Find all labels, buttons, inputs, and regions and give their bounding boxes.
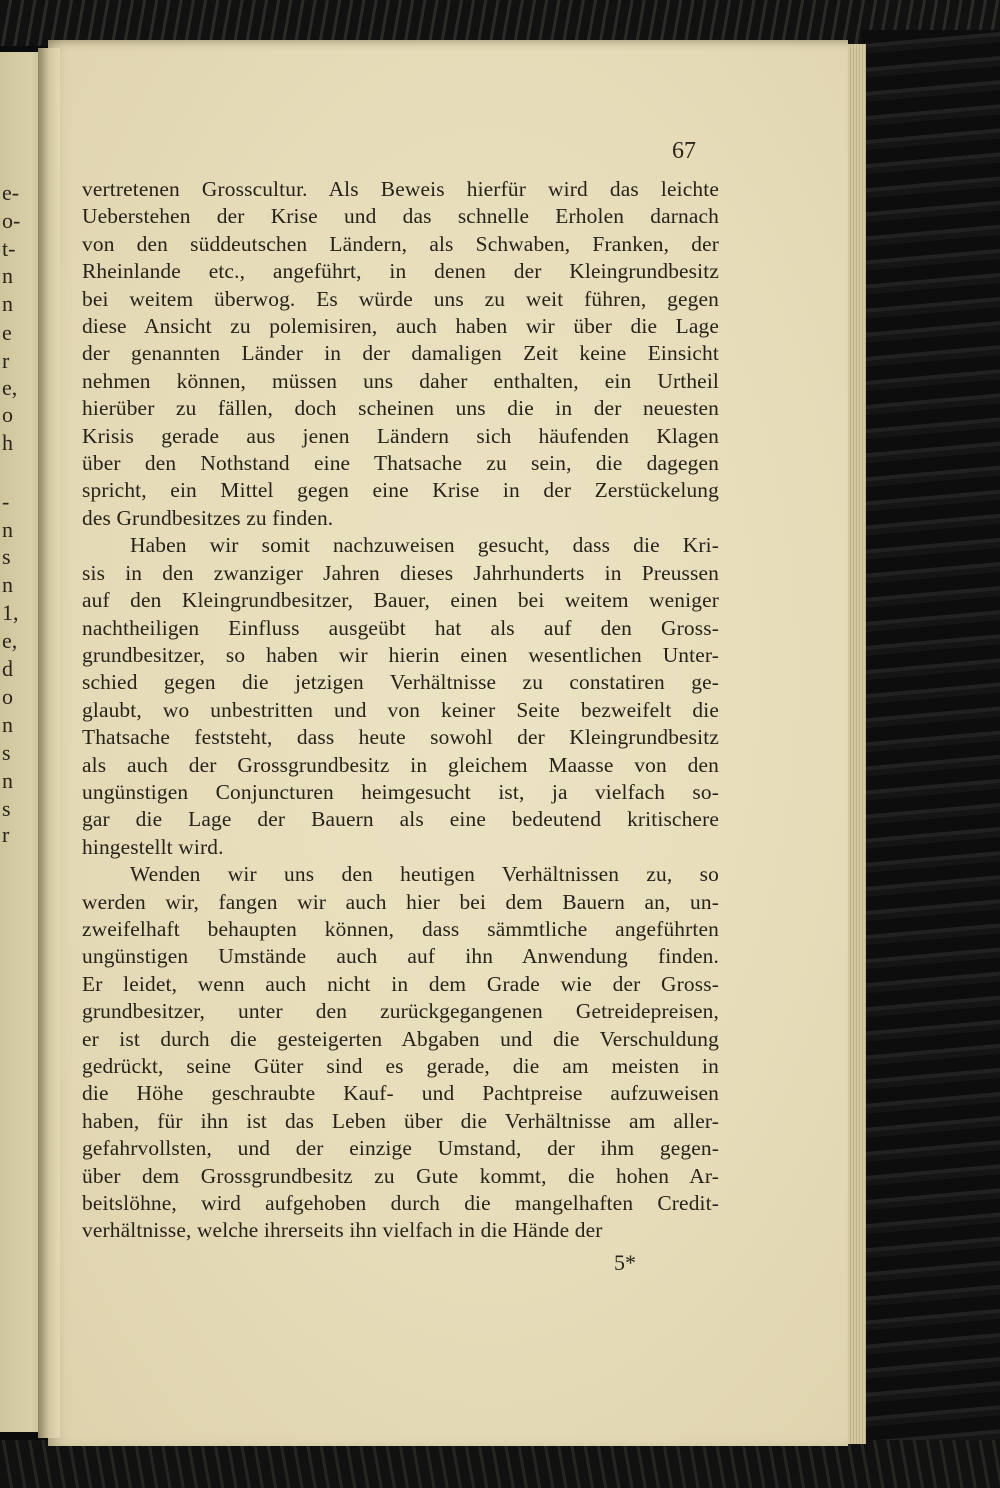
text-line: nachtheiligen Einfluss ausgeübt hat als auf den Gross- (82, 615, 719, 640)
left-page-fragment: o- (2, 208, 20, 233)
text-line: Rheinlande etc., angeführt, in denen der Kleingrundbesitz (82, 259, 719, 284)
text-line: Haben wir somit nachzuweisen gesucht, dass die Kri- (130, 533, 719, 558)
left-page-fragment: h (2, 430, 13, 455)
left-page-fragment: n (2, 263, 13, 288)
book-bottom-edge (0, 1440, 1000, 1488)
text-line: des Grundbesitzes zu finden. (82, 505, 334, 530)
paragraph (82, 532, 719, 861)
left-page-fragment: r (2, 822, 10, 847)
left-page-fragment: s (2, 544, 11, 569)
book-right-edge (862, 30, 1000, 1460)
text-line: Ueberstehen der Krise und das schnelle Erholen darnach (82, 204, 719, 229)
left-page-fragment: e, (2, 628, 18, 653)
text-line: beitslöhne, wird aufgehoben durch die mangelhaften Credit- (82, 1191, 719, 1216)
text-line: die Höhe geschraubte Kauf- und Pachtpreise aufzuweisen (82, 1081, 719, 1106)
left-page-fragment: s (2, 796, 11, 821)
book-gutter (38, 48, 60, 1438)
left-page-fragment: e (2, 320, 12, 345)
text-line: schied gegen die jetzigen Verhältnisse zu constatiren ge- (82, 670, 719, 695)
text-line: der genannten Länder in der damaligen Zeit keine Einsicht (82, 341, 719, 366)
paragraph (82, 176, 719, 532)
text-line: hierüber zu fällen, doch scheinen uns die in der neuesten (82, 396, 719, 421)
left-page-fragment: e- (2, 180, 20, 205)
left-page-fragment: n (2, 572, 13, 597)
text-line: gar die Lage der Bauern als eine bedeutend kritischere (82, 807, 719, 832)
paragraph (82, 861, 719, 1245)
left-page-fragment: n (2, 517, 13, 542)
text-line: glaubt, wo unbestritten und von keiner Seite bezweifelt die (82, 697, 719, 722)
page-number: 67 (672, 138, 696, 164)
signature-mark: 5* (614, 1250, 636, 1275)
text-line: von den süddeutschen Ländern, als Schwaben, Franken, der (82, 231, 719, 256)
text-line: grundbesitzer, so haben wir hierin einen wesentlichen Unter- (82, 642, 719, 667)
text-line: werden wir, fangen wir auch hier bei dem Bauern an, un- (82, 889, 719, 914)
left-page-fragment: t- (2, 236, 16, 261)
text-line: zweifelhaft behaupten können, dass sämmtliche angeführten (82, 916, 719, 941)
text-line: Thatsache feststeht, dass heute sowohl der Kleingrundbesitz (82, 725, 719, 750)
text-line: gedrückt, seine Güter sind es gerade, die am meisten in (82, 1054, 719, 1078)
text-line: diese Ansicht zu polemisiren, auch haben wir über die Lage (82, 314, 719, 339)
text-line: verhältnisse, welche ihrerseits ihn vielfach in die Hände der (82, 1218, 603, 1243)
text-line: bei weitem überwog. Es würde uns zu weit führen, gegen (82, 286, 719, 311)
text-line: Er leidet, wenn auch nicht in dem Grade wie der Gross- (82, 971, 719, 996)
text-line: hingestellt wird. (82, 834, 224, 859)
left-page-fragment: - (2, 489, 10, 514)
left-page-fragment: 1, (2, 600, 19, 625)
text-line: ungünstigen Conjuncturen heimgesucht ist, ja vielfach so- (82, 779, 719, 804)
text-line: über dem Grossgrundbesitz zu Gute kommt, die hohen Ar- (82, 1163, 719, 1188)
text-line: er ist durch die gesteigerten Abgaben und die Verschuldung (82, 1026, 719, 1051)
text-line: gefahrvollsten, und der einzige Umstand, der ihm gegen- (82, 1136, 719, 1161)
left-page-fragment: o (2, 684, 13, 709)
text-line: als auch der Grossgrundbesitz in gleichem Maasse von den (82, 752, 719, 777)
text-line: nehmen können, müssen uns daher enthalten, ein Urtheil (82, 368, 719, 393)
text-line: grundbesitzer, unter den zurückgegangenen Getreidepreisen, (82, 999, 719, 1024)
text-line: sis in den zwanziger Jahren dieses Jahrhunderts in Preussen (82, 560, 719, 585)
text-line: haben, für ihn ist das Leben über die Verhältnisse am aller- (82, 1108, 719, 1133)
left-page-fragment: n (2, 768, 13, 793)
left-page-fragment: d (2, 656, 13, 681)
text-line: spricht, ein Mittel gegen eine Krise in der Zerstückelung (82, 478, 719, 503)
left-page-fragment: s (2, 740, 11, 765)
left-page-fragment: n (2, 291, 13, 316)
left-page-fragment: n (2, 712, 13, 737)
text-line: über den Nothstand eine Thatsache zu sein, die dagegen (82, 451, 719, 476)
text-line: ungünstigen Umstände auch auf ihn Anwendung finden. (82, 944, 719, 969)
body-text (82, 176, 719, 1245)
text-line: auf den Kleingrundbesitzer, Bauer, einen bei weitem weniger (82, 588, 719, 613)
left-page-fragment: e, (2, 375, 18, 400)
text-line: Krisis gerade aus jenen Ländern sich häufenden Klagen (82, 423, 719, 448)
text-line: vertretenen Grosscultur. Als Beweis hierfür wird das leichte (82, 177, 719, 201)
text-line: Wenden wir uns den heutigen Verhältnissen zu, so (130, 862, 719, 887)
left-page-fragment: r (2, 348, 10, 373)
left-page-fragment: o (2, 402, 13, 427)
